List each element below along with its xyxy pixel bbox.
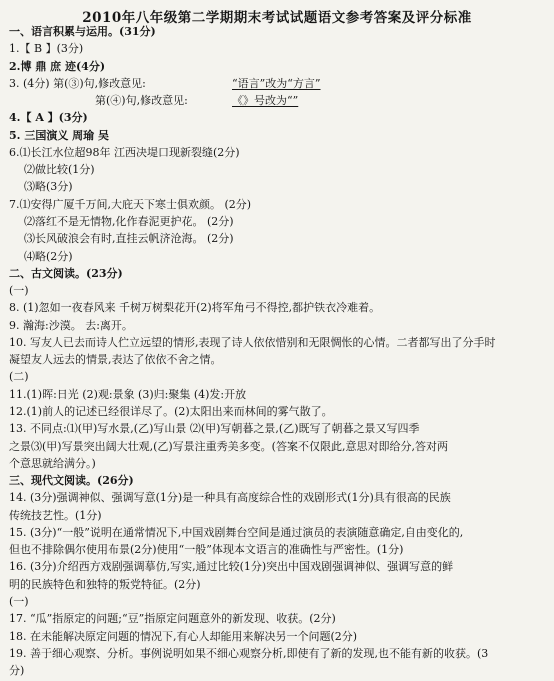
- revision-note: 《》号改为“”: [232, 94, 299, 108]
- answer-line: 13. 不同点:⑴(甲)写水景,(乙)写山景 ⑵(甲)写朝暮之景,(乙)既写了朝暮之景又写四季: [9, 422, 420, 436]
- section-heading: 一、语言积累与运用。(31分): [9, 25, 156, 38]
- section-heading: 二、古文阅读。(23分): [9, 266, 123, 280]
- answer-line: 3. (4分) 第(③)句,修改意见:: [9, 76, 146, 90]
- subsection-heading: (一): [9, 284, 29, 298]
- answer-line: 之景⑶(甲)写景突出阔大壮观,(乙)写景注重秀美多变。(答案不仅限此,意思对即给分,答对两: [9, 439, 448, 453]
- answer-line: ⑶长风破浪会有时,直挂云帆济沧海。 (2分): [24, 232, 234, 246]
- answer-line: 17. “瓜”指原定的问题;“豆”指原定问题意外的新发现、收获。(2分): [9, 612, 336, 626]
- document-title: 2010年八年级第二学期期末考试试题语文参考答案及评分标准: [82, 10, 472, 26]
- answer-line: 1.【 B 】(3分): [9, 42, 84, 56]
- subsection-heading: (二): [9, 370, 29, 384]
- answer-line: 2.博 鼎 庶 迹(4分): [9, 59, 106, 73]
- answer-line: 11.(1)晖:日光 (2)观:景象 (3)归:聚集 (4)发:开放: [9, 387, 247, 401]
- subsection-heading: (一): [9, 594, 29, 608]
- answer-line: 15. (3分)“一般”说明在通常情况下,中国戏剧舞台空间是通过演员的表演随意确定,自由变化的,: [9, 525, 464, 539]
- answer-line: ⑷略(2分): [24, 249, 73, 263]
- answer-line: ⑵落红不是无情物,化作春泥更护花。 (2分): [24, 215, 234, 228]
- answer-line: ⑶略(3分): [24, 180, 73, 194]
- answer-line: 14. (3分)强调神似、强调写意(1分)是一种具有高度综合性的戏剧形式(1分)具有很高的民族: [9, 491, 451, 505]
- answer-line: 8. (1)忽如一夜春风来 千树万树梨花开(2)将军角弓不得控,都护铁衣冷难着。: [9, 301, 381, 315]
- answer-line: 19. 善于细心观察、分析。事例说明如果不细心观察分析,即使有了新的发现,也不能有新的收获。(3: [9, 646, 489, 660]
- answer-line: 10. 写友人已去而诗人伫立远望的情形,表现了诗人依依惜别和无限惆怅的心情。二者都写出了分手时: [9, 335, 496, 349]
- answer-line: 7.⑴安得广厦千万间,大庇天下寒士俱欢颜。 (2分): [9, 197, 252, 211]
- revision-note: “语言”改为“方言”: [232, 76, 321, 90]
- answer-line: 9. 瀚海:沙漠。 去:离开。: [9, 318, 133, 332]
- answer-line: 但也不排除偶尔使用布景(2分)使用“一般”体现本文语言的准确性与严密性。(1分): [9, 543, 404, 557]
- answer-line: 18. 在未能解决原定问题的情况下,有心人却能用来解决另一个问题(2分): [9, 629, 358, 643]
- answer-line: 16. (3分)介绍西方戏剧强调摹仿,写实,通过比较(1分)突出中国戏剧强调神似、强调写意的鲜: [9, 560, 454, 574]
- answer-line: 传统技艺性。(1分): [9, 508, 102, 522]
- answer-line: 分): [9, 664, 25, 677]
- answer-line: 个意思就给满分。): [9, 456, 96, 470]
- section-heading: 三、现代文阅读。(26分): [9, 474, 134, 487]
- answer-line: 第(④)句,修改意见:: [95, 94, 188, 108]
- answer-line: 凝望友人远去的情景,表达了依依不舍之情。: [9, 353, 222, 367]
- answer-line: 6.⑴长江水位超98年 江西决堤口现新裂缝(2分): [9, 145, 240, 159]
- answer-line: 5. 三国演义 周瑜 吴: [9, 128, 109, 142]
- answer-line: 4.【 A 】(3分): [9, 111, 88, 125]
- answer-line: 12.(1)前人的记述已经很详尽了。(2)太阳出来而林间的雾气散了。: [9, 404, 333, 418]
- answer-line: ⑵做比较(1分): [24, 163, 95, 177]
- answer-line: 明的民族特色和独特的叛党特征。(2分): [9, 577, 201, 591]
